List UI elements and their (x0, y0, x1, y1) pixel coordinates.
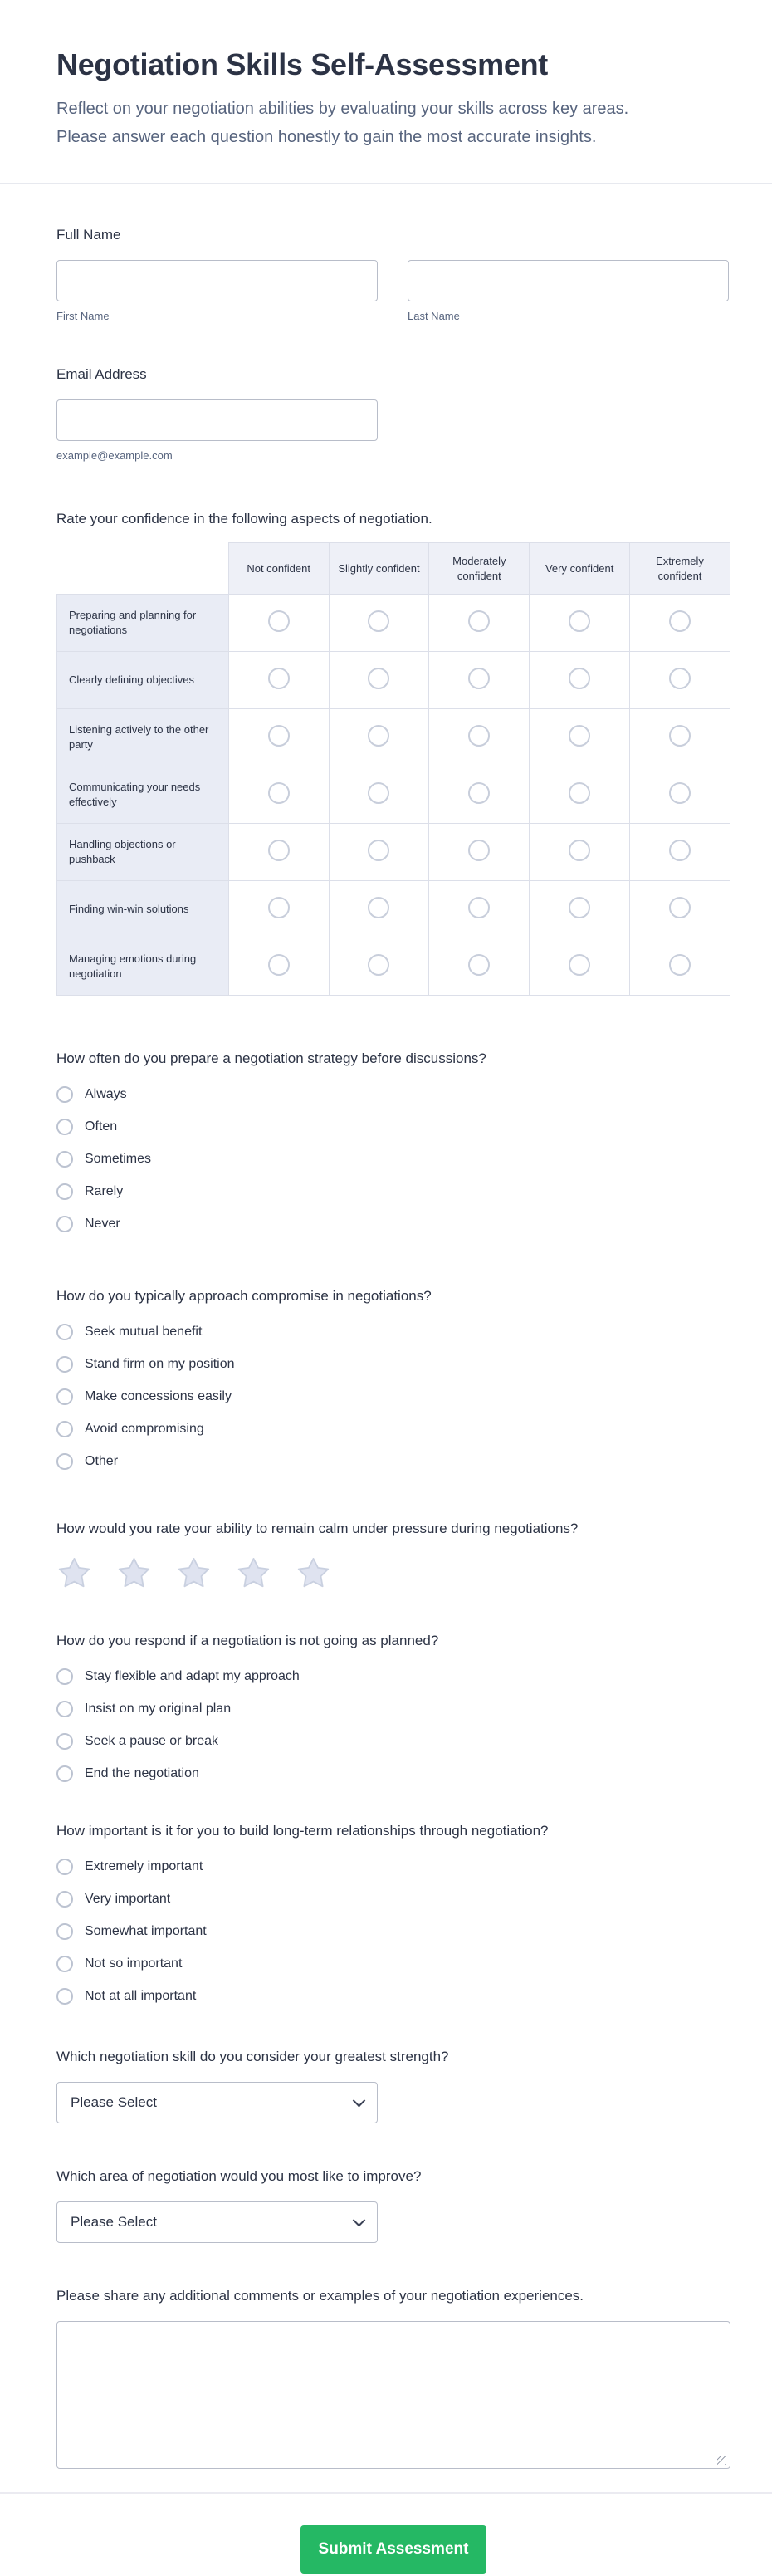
matrix-cell (630, 652, 730, 709)
question-label: How would you rate your ability to remain calm under pressure during negotiations? (56, 1521, 579, 1536)
question-strategy (56, 1049, 730, 1235)
first-name-group (56, 260, 378, 323)
matrix-row (57, 709, 730, 766)
radio-option[interactable] (56, 1953, 730, 1975)
email-field (56, 365, 730, 463)
radio-icon[interactable] (56, 1119, 73, 1135)
matrix-radio[interactable] (468, 668, 490, 689)
question-label: How do you typically approach compromise in negotiations? (56, 1288, 432, 1304)
question-compromise (56, 1286, 730, 1472)
matrix-cell (530, 938, 630, 996)
matrix-cell (228, 652, 329, 709)
matrix-cell (429, 709, 530, 766)
radio-option[interactable] (56, 1763, 730, 1785)
option-label: Not so important (85, 1956, 183, 1971)
radio-icon[interactable] (56, 1733, 73, 1750)
select-value: Please Select (71, 2214, 157, 2230)
matrix-radio[interactable] (268, 610, 290, 632)
matrix-radio[interactable] (268, 668, 290, 689)
radio-option[interactable] (56, 1321, 730, 1343)
matrix-radio[interactable] (669, 840, 691, 861)
first-name-input[interactable] (56, 260, 378, 301)
matrix-row-label: Clearly defining objectives (57, 652, 229, 709)
question-response (56, 1631, 730, 1785)
star-icon[interactable] (296, 1555, 331, 1591)
option-label: Extremely important (85, 1859, 203, 1873)
matrix-radio[interactable] (268, 782, 290, 804)
radio-icon[interactable] (56, 1956, 73, 1972)
radio-icon[interactable] (56, 1086, 73, 1103)
radio-icon[interactable] (56, 1701, 73, 1717)
matrix-radio[interactable] (268, 954, 290, 976)
matrix-cell (530, 595, 630, 652)
matrix-cell (630, 595, 730, 652)
radio-icon[interactable] (56, 1216, 73, 1232)
matrix-cell (329, 881, 429, 938)
radio-option[interactable] (56, 1386, 730, 1408)
matrix-cell (228, 824, 329, 881)
chevron-down-icon (353, 2213, 366, 2226)
option-label: Always (85, 1087, 127, 1101)
email-input[interactable] (56, 399, 378, 441)
radio-icon[interactable] (56, 1356, 73, 1373)
last-name-input[interactable] (408, 260, 729, 301)
option-label: Seek mutual benefit (85, 1325, 203, 1339)
matrix-table (56, 542, 730, 996)
radio-icon[interactable] (56, 1859, 73, 1875)
matrix-cell (329, 652, 429, 709)
matrix-radio[interactable] (268, 897, 290, 918)
radio-option[interactable] (56, 1116, 730, 1138)
matrix-cell (630, 824, 730, 881)
matrix-column-header: Moderately confident (429, 543, 530, 595)
first-name-sublabel: First Name (56, 310, 110, 322)
option-label: End the negotiation (85, 1766, 199, 1780)
question-label: How do you respond if a negotiation is not going as planned? (56, 1633, 439, 1648)
matrix-cell (329, 595, 429, 652)
matrix-radio[interactable] (268, 725, 290, 747)
comments-textarea[interactable] (56, 2321, 730, 2469)
matrix-cell (429, 938, 530, 996)
full-name-label: Full Name (56, 227, 121, 242)
matrix-radio[interactable] (368, 897, 389, 918)
option-label: Stand firm on my position (85, 1357, 235, 1371)
matrix-radio[interactable] (468, 782, 490, 804)
matrix-cell (429, 881, 530, 938)
form-body (0, 225, 772, 2576)
matrix-radio[interactable] (368, 840, 389, 861)
matrix-radio[interactable] (368, 610, 389, 632)
option-label: Make concessions easily (85, 1389, 232, 1403)
email-sublabel: example@example.com (56, 449, 173, 462)
matrix-row-label: Listening actively to the other party (57, 709, 229, 766)
option-label: Not at all important (85, 1989, 197, 2003)
matrix-cell (530, 709, 630, 766)
option-label: Somewhat important (85, 1924, 207, 1938)
matrix-cell (228, 595, 329, 652)
matrix-radio[interactable] (569, 954, 590, 976)
question-label: How often do you prepare a negotiation strategy before discussions? (56, 1050, 486, 1066)
matrix-cell (329, 824, 429, 881)
matrix-radio[interactable] (368, 954, 389, 976)
matrix-row (57, 938, 730, 996)
radio-option[interactable] (56, 1418, 730, 1440)
matrix-row-label: Managing emotions during negotiation (57, 938, 229, 996)
matrix-radio[interactable] (368, 782, 389, 804)
matrix-row (57, 652, 730, 709)
star-rating (56, 1555, 730, 1591)
radio-icon[interactable] (56, 1923, 73, 1940)
matrix-cell (630, 938, 730, 996)
matrix-radio[interactable] (569, 897, 590, 918)
matrix-cell (530, 824, 630, 881)
matrix-row (57, 881, 730, 938)
radio-icon[interactable] (56, 1183, 73, 1200)
star-icon[interactable] (116, 1555, 152, 1591)
matrix-radio[interactable] (569, 668, 590, 689)
question-calm-rating (56, 1519, 730, 1591)
radio-option[interactable] (56, 1698, 730, 1720)
matrix-radio[interactable] (569, 840, 590, 861)
radio-option[interactable] (56, 1354, 730, 1375)
star-icon[interactable] (236, 1555, 271, 1591)
question-label: Which area of negotiation would you most like to improve? (56, 2168, 422, 2184)
subtitle-line-2: Please answer each question honestly to gain the most accurate insights. (56, 128, 597, 146)
matrix-radio[interactable] (468, 840, 490, 861)
matrix-cell (429, 595, 530, 652)
matrix-cell (429, 652, 530, 709)
form-header (0, 0, 772, 184)
radio-option[interactable] (56, 1856, 730, 1878)
matrix-cell (630, 709, 730, 766)
option-label: Never (85, 1217, 120, 1231)
matrix-radio[interactable] (569, 610, 590, 632)
radio-option[interactable] (56, 1888, 730, 1910)
submit-button[interactable]: Submit Assessment (300, 2525, 486, 2574)
question-comments (56, 2286, 730, 2469)
matrix-cell (329, 938, 429, 996)
matrix-radio[interactable] (368, 725, 389, 747)
strength-select[interactable] (56, 2082, 378, 2123)
radio-icon[interactable] (56, 1324, 73, 1340)
option-label: Insist on my original plan (85, 1702, 232, 1716)
matrix-cell (429, 824, 530, 881)
matrix-corner-cell (57, 543, 229, 595)
question-strength (56, 2047, 730, 2123)
matrix-cell (329, 709, 429, 766)
select-value: Please Select (71, 2094, 157, 2110)
confidence-matrix (56, 509, 730, 996)
email-group (56, 399, 378, 463)
option-label: Often (85, 1119, 118, 1134)
matrix-cell (228, 938, 329, 996)
radio-option[interactable] (56, 1921, 730, 1942)
matrix-radio[interactable] (669, 897, 691, 918)
radio-option[interactable] (56, 1213, 730, 1235)
question-improve (56, 2167, 730, 2243)
radio-icon[interactable] (56, 1453, 73, 1470)
radio-option[interactable] (56, 1181, 730, 1202)
form-subtitle (56, 95, 716, 151)
radio-option[interactable] (56, 1666, 730, 1687)
star-icon[interactable] (56, 1555, 92, 1591)
matrix-radio[interactable] (669, 954, 691, 976)
subtitle-line-1: Reflect on your negotiation abilities by evaluating your skills across key areas. (56, 100, 629, 118)
radio-option[interactable] (56, 1451, 730, 1472)
matrix-radio[interactable] (669, 610, 691, 632)
matrix-radio[interactable] (569, 782, 590, 804)
matrix-radio[interactable] (368, 668, 389, 689)
radio-option[interactable] (56, 1148, 730, 1170)
matrix-cell (630, 881, 730, 938)
matrix-column-header: Slightly confident (329, 543, 429, 595)
radio-icon[interactable] (56, 1765, 73, 1782)
matrix-cell (228, 881, 329, 938)
option-label: Rarely (85, 1184, 124, 1198)
question-relationships (56, 1821, 730, 2007)
radio-option[interactable] (56, 1731, 730, 1752)
matrix-radio[interactable] (669, 725, 691, 747)
matrix-row-label: Finding win-win solutions (57, 881, 229, 938)
submit-area (56, 2494, 730, 2576)
matrix-row (57, 595, 730, 652)
matrix-radio[interactable] (569, 725, 590, 747)
comments-textarea-wrap (56, 2321, 730, 2469)
matrix-radio[interactable] (669, 668, 691, 689)
matrix-row-label: Communicating your needs effectively (57, 766, 229, 824)
matrix-cell (630, 766, 730, 824)
option-label: Sometimes (85, 1152, 152, 1166)
option-label: Very important (85, 1892, 171, 1906)
last-name-group (408, 260, 729, 323)
full-name-field (56, 225, 730, 323)
matrix-row (57, 766, 730, 824)
radio-icon[interactable] (56, 1151, 73, 1168)
radio-icon[interactable] (56, 1891, 73, 1908)
matrix-cell (429, 766, 530, 824)
radio-option[interactable] (56, 1986, 730, 2007)
matrix-column-header: Very confident (530, 543, 630, 595)
improve-select[interactable] (56, 2201, 378, 2243)
email-label: Email Address (56, 366, 147, 382)
matrix-cell (228, 709, 329, 766)
option-label: Stay flexible and adapt my approach (85, 1669, 300, 1683)
matrix-radio[interactable] (669, 782, 691, 804)
radio-icon[interactable] (56, 1668, 73, 1685)
matrix-radio[interactable] (268, 840, 290, 861)
option-label: Avoid compromising (85, 1422, 204, 1436)
matrix-radio[interactable] (468, 897, 490, 918)
matrix-radio[interactable] (468, 954, 490, 976)
radio-icon[interactable] (56, 1388, 73, 1405)
star-icon[interactable] (176, 1555, 212, 1591)
question-label: How important is it for you to build long-term relationships through negotiation? (56, 1823, 549, 1839)
matrix-column-header: Extremely confident (630, 543, 730, 595)
matrix-row-label: Handling objections or pushback (57, 824, 229, 881)
chevron-down-icon (353, 2094, 366, 2107)
option-label: Seek a pause or break (85, 1734, 218, 1748)
last-name-sublabel: Last Name (408, 310, 460, 322)
matrix-question: Rate your confidence in the following aspects of negotiation. (56, 511, 432, 526)
matrix-cell (329, 766, 429, 824)
radio-option[interactable] (56, 1084, 730, 1105)
matrix-radio[interactable] (468, 610, 490, 632)
question-label: Please share any additional comments or examples of your negotiation experiences. (56, 2288, 584, 2304)
matrix-cell (530, 652, 630, 709)
page-title: Negotiation Skills Self-Assessment (56, 47, 548, 81)
matrix-radio[interactable] (468, 725, 490, 747)
matrix-row (57, 824, 730, 881)
radio-icon[interactable] (56, 1421, 73, 1437)
matrix-cell (530, 881, 630, 938)
matrix-row-label: Preparing and planning for negotiations (57, 595, 229, 652)
question-label: Which negotiation skill do you consider your greatest strength? (56, 2049, 449, 2064)
matrix-cell (530, 766, 630, 824)
matrix-column-header: Not confident (228, 543, 329, 595)
radio-icon[interactable] (56, 1988, 73, 2005)
option-label: Other (85, 1454, 119, 1468)
matrix-cell (228, 766, 329, 824)
